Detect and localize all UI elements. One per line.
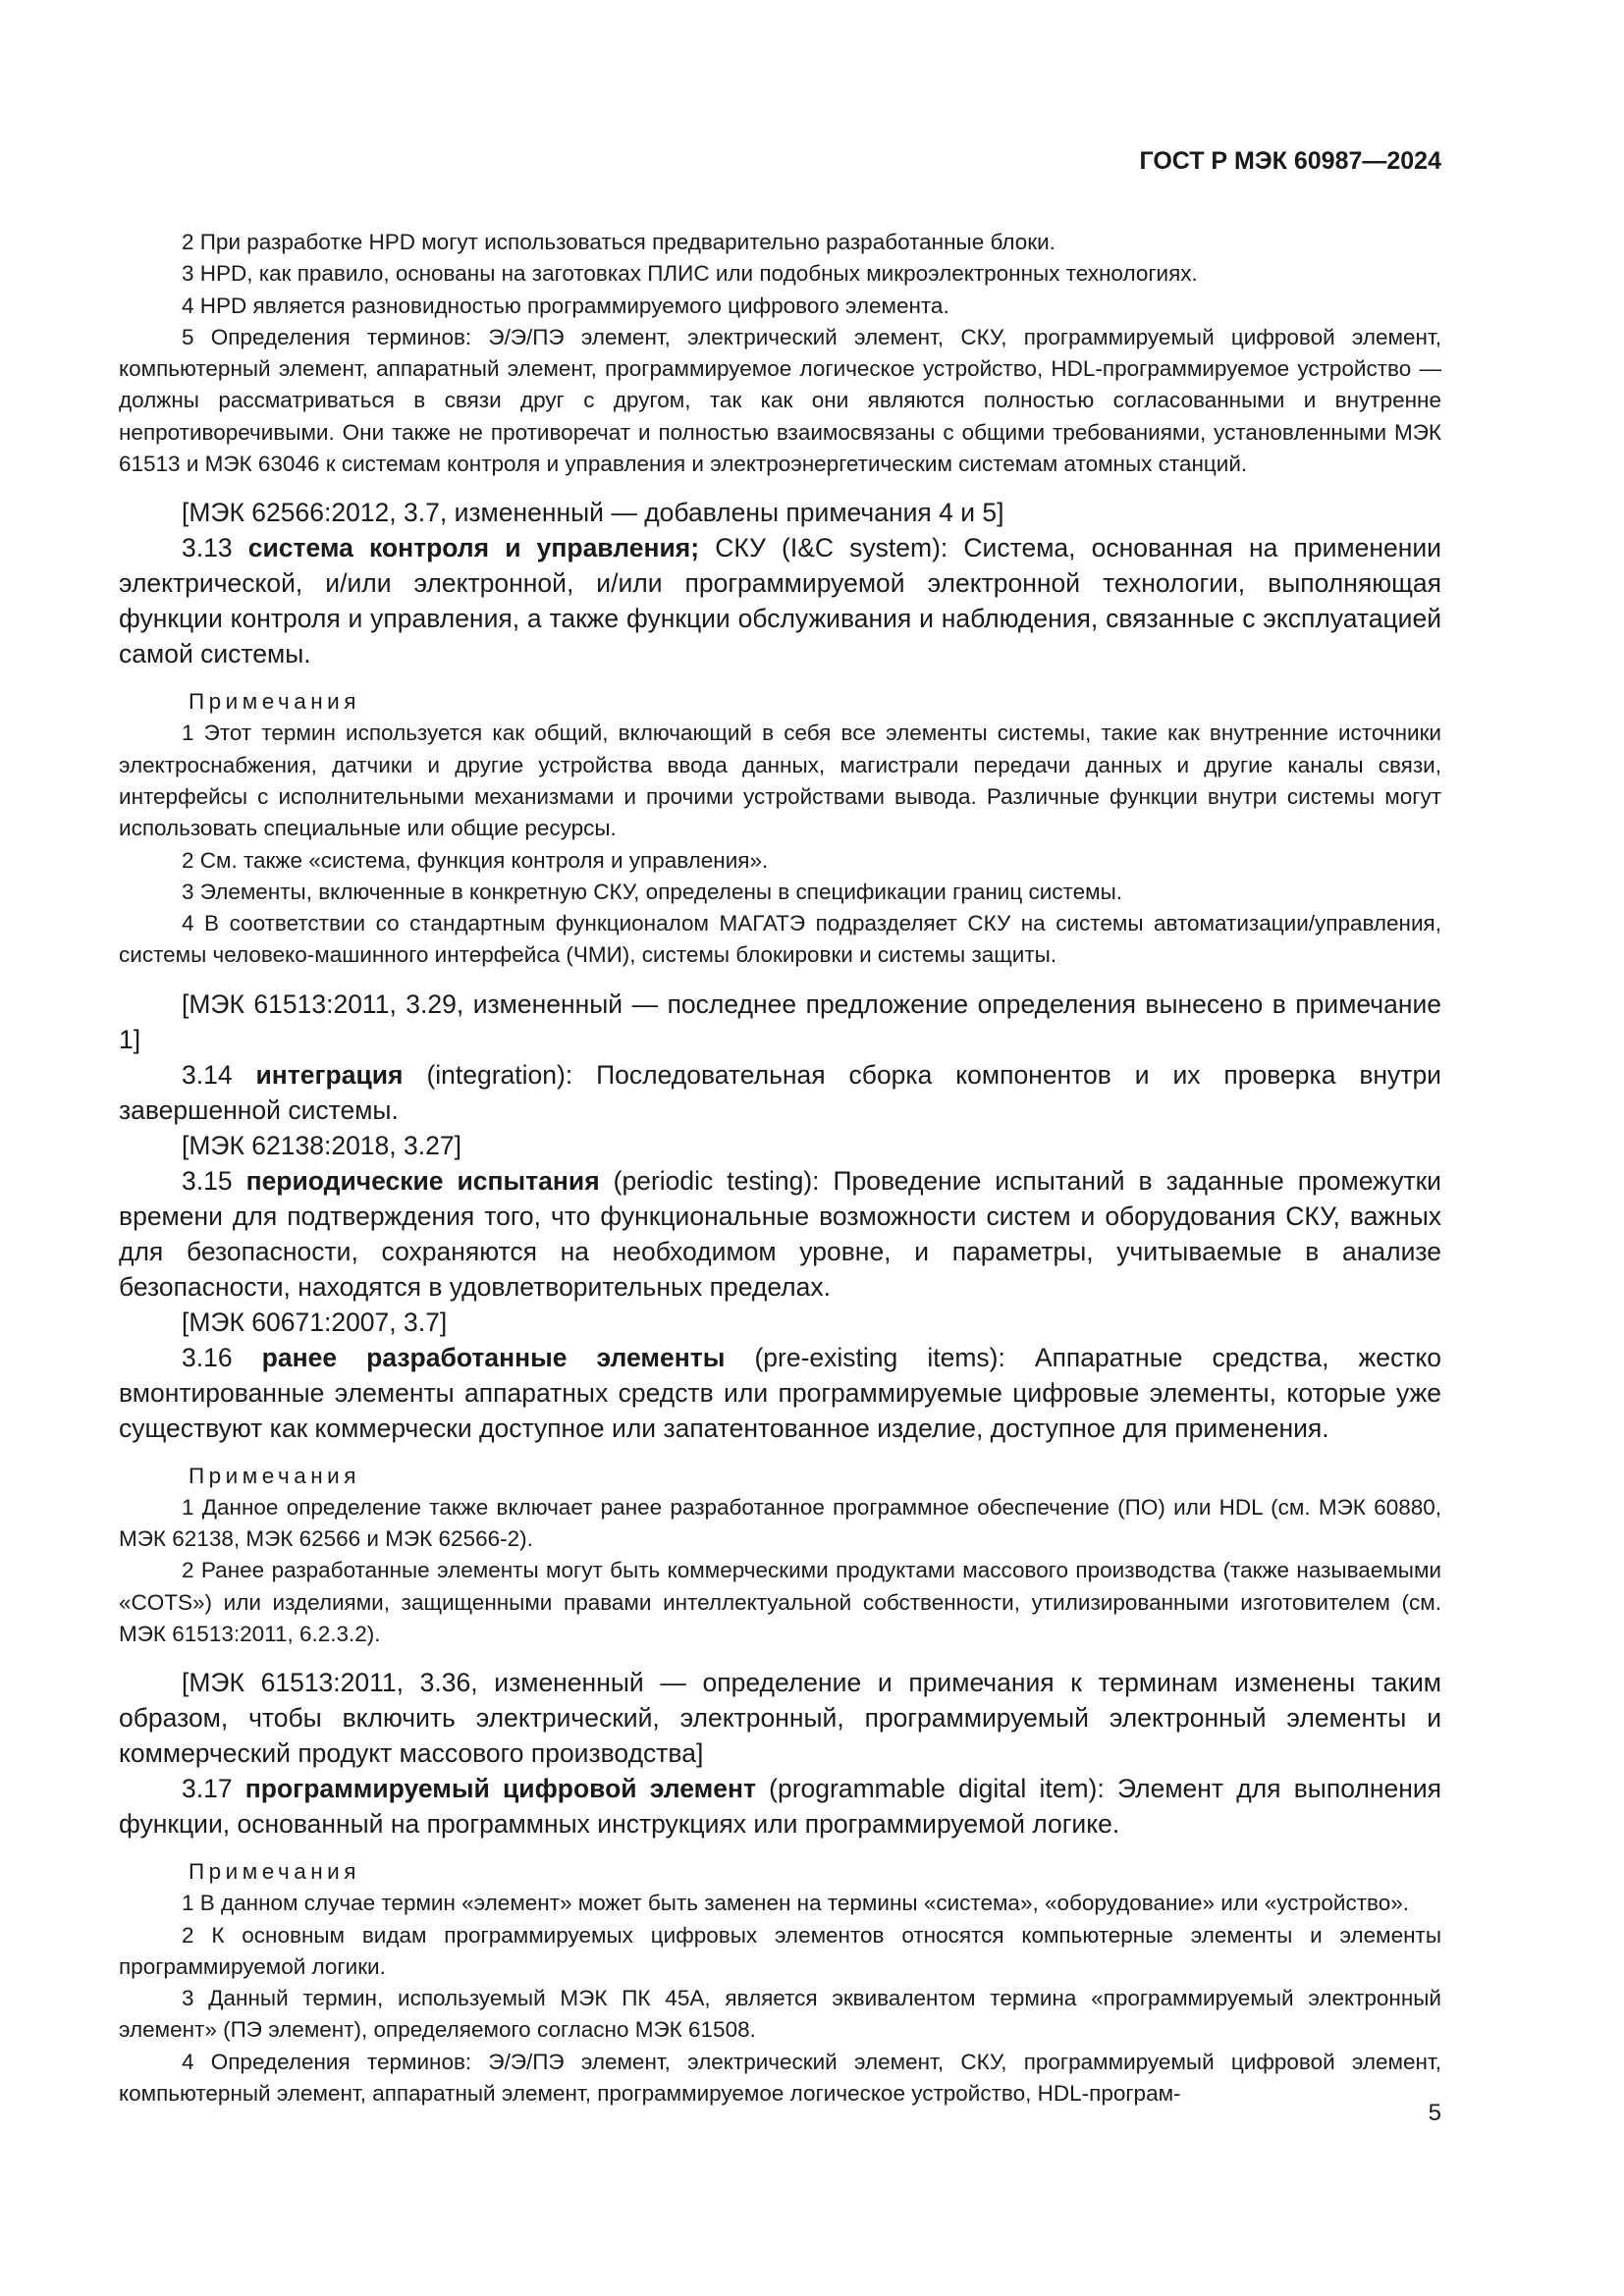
reference-3-12: [МЭК 62566:2012, 3.7, измененный — добавлены примечания 4 и 5] bbox=[182, 498, 1004, 528]
term-name: интеграция bbox=[255, 1059, 404, 1090]
note-item: 3 HPD, как правило, основаны на заготовках ПЛИС или подобных микроэлектронных технологиях. bbox=[182, 261, 1198, 287]
term-number: 3.13 bbox=[182, 533, 233, 563]
term-name: система контроля и управления; bbox=[247, 533, 700, 563]
term-name: периодические испытания bbox=[245, 1165, 600, 1196]
term-number: 3.14 bbox=[182, 1059, 233, 1090]
note-item: 1 Данное определение также включает ранее разработанное программное обеспечение (ПО) или HDL (см. МЭК 60880, МЭК 62138, МЭК 62566 и МЭК 62566-2). bbox=[119, 1494, 1441, 1552]
note-item: 2 При разработке HPD могут использоваться предварительно разработанные блоки. bbox=[182, 230, 1056, 254]
reference-3-14: [МЭК 62138:2018, 3.27] bbox=[182, 1130, 461, 1160]
note-item: 2 К основным видам программируемых цифровых элементов относятся компьютерные элементы и элементы программируемой логики. bbox=[119, 1922, 1441, 1979]
reference-3-16: [МЭК 61513:2011, 3.36, измененный — определение и примечания к терминам изменены таким образом, чтобы включить электрический, электронный, программируемый электронный элементы и коммерческий продукт массового производства] bbox=[119, 1668, 1441, 1769]
term-3-16 bbox=[119, 1340, 1441, 1446]
term-name: программируемый цифровой элемент bbox=[244, 1774, 756, 1804]
term-definition: (periodic testing): Проведение испытаний в заданные промежутки времени для подтверждения того, что функциональные возможности систем и оборудования СКУ, важных для безопасности, сохраняются на необходимом уровне, и параметры, учитываемые в анализе безопасности, находятся в удовлетворительных пределах. bbox=[119, 1165, 1441, 1302]
term-3-13 bbox=[119, 530, 1441, 671]
term-name: ранее разработанные элементы bbox=[261, 1342, 726, 1372]
page-number: 5 bbox=[1428, 2100, 1441, 2126]
note-item: 3 Данный термин, используемый МЭК ПК 45А, является эквивалентом термина «программируемый электронный элемент» (ПЭ элемент), определяемого согласно МЭК 61508. bbox=[119, 1986, 1441, 2043]
notes-heading: Примечания bbox=[189, 689, 360, 715]
note-item: 4 В соответствии со стандартным функционалом МАГАТЭ подразделяет СКУ на системы автоматизации/управления, системы человеко-машинного интерфейса (ЧМИ), системы блокировки и системы защиты. bbox=[119, 911, 1441, 968]
term-number: 3.17 bbox=[182, 1774, 233, 1804]
term-3-14 bbox=[119, 1057, 1441, 1128]
notes-heading: Примечания bbox=[189, 1859, 360, 1885]
term-definition: СКУ (I&C system): Система, основанная на применении электрической, и/или электронной, и/или программируемой электронной технологии, выполняющая функции контроля и управления, а также функции обслуживания и наблюдения, связанные с эксплуатацией самой системы. bbox=[119, 533, 1441, 669]
reference-3-13: [МЭК 61513:2011, 3.29, измененный — последнее предложение определения вынесено в примечание 1] bbox=[119, 988, 1441, 1054]
term-3-15 bbox=[119, 1163, 1441, 1305]
reference-3-15: [МЭК 60671:2007, 3.7] bbox=[182, 1307, 448, 1337]
term-definition: (programmable digital item): Элемент для выполнения функции, основанный на программных инструкциях или программируемой логике. bbox=[119, 1774, 1441, 1840]
term-definition: (pre-existing items): Аппаратные средства, жестко вмонтированные элементы аппаратных средств или программируемые цифровые элементы, которые уже существуют как коммерчески доступное или запатентованное изделие, доступное для применения. bbox=[119, 1342, 1441, 1443]
note-item: 1 Этот термин используется как общий, включающий в себя все элементы системы, такие как внутренние источники электроснабжения, датчики и другие устройства ввода данных, магистрали передачи данных и другие каналы связи, интерфейсы с исполнительными механизмами и прочими устройствами вывода. Различные функции внутри системы могут использовать специальные или общие ресурсы. bbox=[119, 721, 1441, 841]
document-body bbox=[119, 227, 1441, 2109]
note-item: 4 Определения терминов: Э/Э/ПЭ элемент, электрический элемент, СКУ, программируемый цифровой элемент, компьютерный элемент, аппаратный элемент, программируемое логическое устройство, HDL-програм- bbox=[119, 2049, 1441, 2107]
term-number: 3.15 bbox=[182, 1165, 233, 1196]
note-item: 2 См. также «система, функция контроля и управления». bbox=[182, 847, 769, 873]
term-definition: (integration): Последовательная сборка компонентов и их проверка внутри завершенной системы. bbox=[119, 1059, 1441, 1125]
note-item: 2 Ранее разработанные элементы могут быть коммерческими продуктами массового производства (также называемыми «COTS») или изделиями, защищенными правами интеллектуальной собственности, утилизированными изготовителем (см. МЭК 61513:2011, 6.2.3.2). bbox=[119, 1558, 1441, 1646]
note-item: 5 Определения терминов: Э/Э/ПЭ элемент, электрический элемент, СКУ, программируемый цифровой элемент, компьютерный элемент, аппаратный элемент, программируемое логическое устройство, HDL-программируемое устройство — должны рассматриваться в связи друг с другом, так как они являются полностью согласованными и внутренне непротиворечивыми. Они также не противоречат и полностью взаимосвязаны с общими требованиями, установленными МЭК 61513 и МЭК 63046 к системам контроля и управления и электроэнергетическим системам атомных станций. bbox=[119, 324, 1441, 477]
note-item: 4 HPD является разновидностью программируемого цифрового элемента. bbox=[182, 293, 949, 318]
note-item: 1 В данном случае термин «элемент» может быть заменен на термины «система», «оборудование» или «устройство». bbox=[182, 1891, 1409, 1916]
standard-header: ГОСТ Р МЭК 60987—2024 bbox=[1139, 147, 1441, 175]
term-number: 3.16 bbox=[182, 1342, 233, 1372]
term-3-17 bbox=[119, 1771, 1441, 1842]
notes-heading: Примечания bbox=[189, 1463, 360, 1488]
note-item: 3 Элементы, включенные в конкретную СКУ, определены в спецификации границ системы. bbox=[182, 879, 1123, 904]
